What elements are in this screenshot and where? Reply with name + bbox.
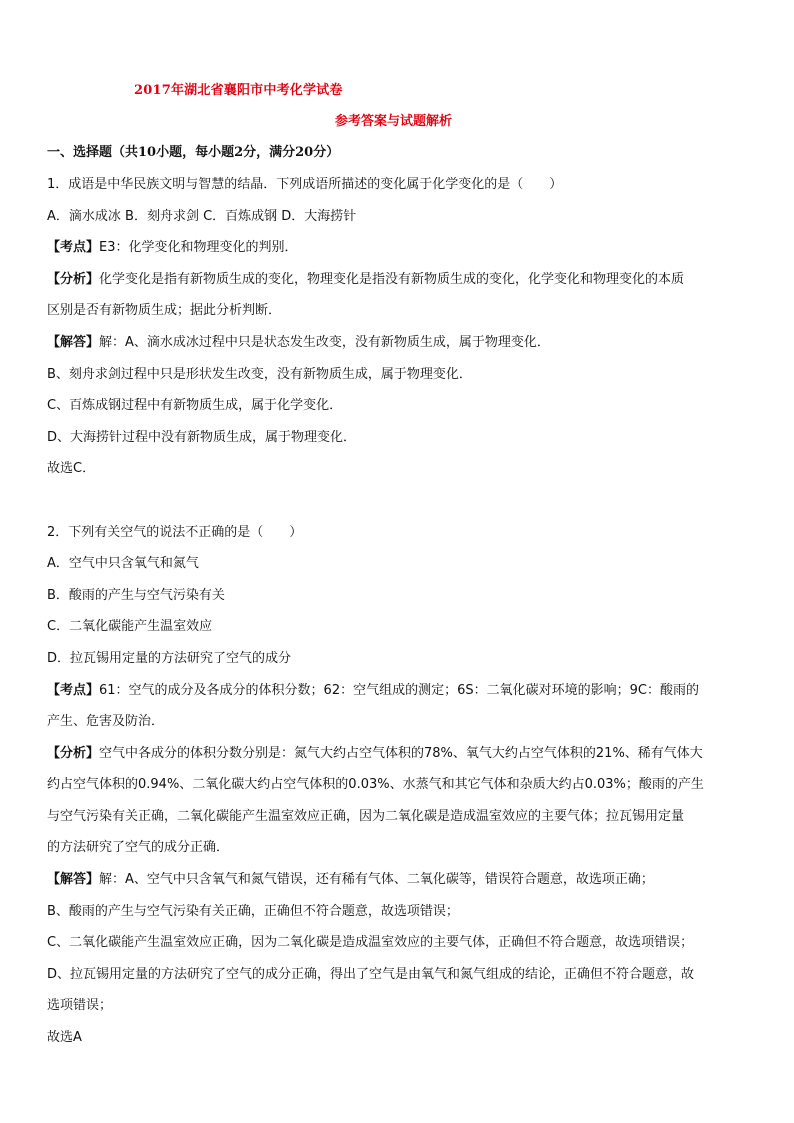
q1-jieda-d: D、大海捞针过程中没有新物质生成，属于物理变化． <box>47 429 357 445</box>
q1-jieda-b: B、刻舟求剑过程中只是形状发生改变，没有新物质生成，属于物理变化． <box>47 366 472 382</box>
jieda-text: 解：A、空气中只含氧气和氮气错误，还有稀有气体、二氧化碳等，错误符合题意，故选项正确； <box>99 872 654 888</box>
q2-option-c: C．二氧化碳能产生温室效应 <box>47 619 213 635</box>
section-heading: 一、选择题（共10小题，每小题2分，满分20分） <box>47 145 340 160</box>
kaodian-tag: 【考点】 <box>47 240 100 256</box>
q1-fenxi-cont: 区别是否有新物质生成；据此分析判断． <box>47 303 282 319</box>
document-title: 2017年湖北省襄阳市中考化学试卷 <box>134 83 343 98</box>
q2-fenxi-cont-3: 的方法研究了空气的成分正确． <box>47 840 230 856</box>
kaodian-tag: 【考点】 <box>47 682 100 698</box>
q2-fenxi-cont-1: 约占空气体积的0.94%、二氧化碳大约占空气体积的0.03%、水蒸气和其它气体和杂质大约占0.03%；酸雨的产生 <box>47 777 704 793</box>
q2-kaodian-cont: 产生、危害及防治． <box>47 714 165 730</box>
fenxi-tag: 【分析】 <box>47 745 100 761</box>
q2-jieda <box>47 864 759 896</box>
q2-fenxi <box>47 738 759 770</box>
q1-options: A．滴水成冰 B．刻舟求剑 C．百炼成钢 D．大海捞针 <box>47 208 357 224</box>
fenxi-text: 化学变化是指有新物质生成的变化，物理变化是指没有新物质生成的变化，化学变化和物理变化的本质 <box>99 271 685 287</box>
q1-stem: 1．成语是中华民族文明与智慧的结晶．下列成语所描述的变化属于化学变化的是（ ） <box>47 177 563 192</box>
q2-option-a: A．空气中只含氧气和氮气 <box>47 556 199 572</box>
spacer <box>47 485 759 517</box>
q2-jieda-d-cont: 选项错误； <box>47 998 113 1014</box>
kaodian-text: E3：化学变化和物理变化的判别． <box>99 240 298 256</box>
q2-jieda-d: D、拉瓦锡用定量的方法研究了空气的成分正确，得出了空气是由氧气和氮气组成的结论，正确但不符合题意，故 <box>47 966 695 982</box>
q2-answer: 故选A <box>47 1030 82 1046</box>
q2-kaodian <box>47 675 759 707</box>
fenxi-tag: 【分析】 <box>47 271 100 287</box>
jieda-tag: 【解答】 <box>47 872 100 888</box>
document-body <box>47 169 759 1054</box>
q1-jieda-c: C、百炼成钢过程中有新物质生成，属于化学变化． <box>47 398 343 414</box>
q2-fenxi-cont-2: 与空气污染有关正确，二氧化碳能产生温室效应正确，因为二氧化碳是造成温室效应的主要气体；拉瓦锡用定量 <box>47 808 685 824</box>
q1-answer: 故选C． <box>47 461 96 477</box>
document-subtitle: 参考答案与试题解析 <box>335 114 453 129</box>
jieda-tag: 【解答】 <box>47 334 100 350</box>
q1-fenxi <box>47 264 759 296</box>
q1-kaodian <box>47 232 759 264</box>
jieda-text: 解：A、滴水成冰过程中只是状态发生改变，没有新物质生成，属于物理变化． <box>99 334 550 350</box>
q2-stem: 2．下列有关空气的说法不正确的是（ ） <box>47 524 303 540</box>
q2-option-d: D．拉瓦锡用定量的方法研究了空气的成分 <box>47 650 292 666</box>
q2-option-b: B．酸雨的产生与空气污染有关 <box>47 587 225 603</box>
q2-jieda-c: C、二氧化碳能产生温室效应正确，因为二氧化碳是造成温室效应的主要气体，正确但不符合题意，故选项错误； <box>47 935 694 951</box>
kaodian-text: 61：空气的成分及各成分的体积分数；62：空气组成的测定；6S：二氧化碳对环境的影响；9C：酸雨的 <box>99 682 699 698</box>
fenxi-text: 空气中各成分的体积分数分别是：氮气大约占空气体积的78%、氧气大约占空气体积的21%、稀有气体大 <box>99 745 703 761</box>
q2-jieda-b: B、酸雨的产生与空气污染有关正确，正确但不符合题意，故选项错误； <box>47 903 459 919</box>
q1-jieda <box>47 327 759 359</box>
